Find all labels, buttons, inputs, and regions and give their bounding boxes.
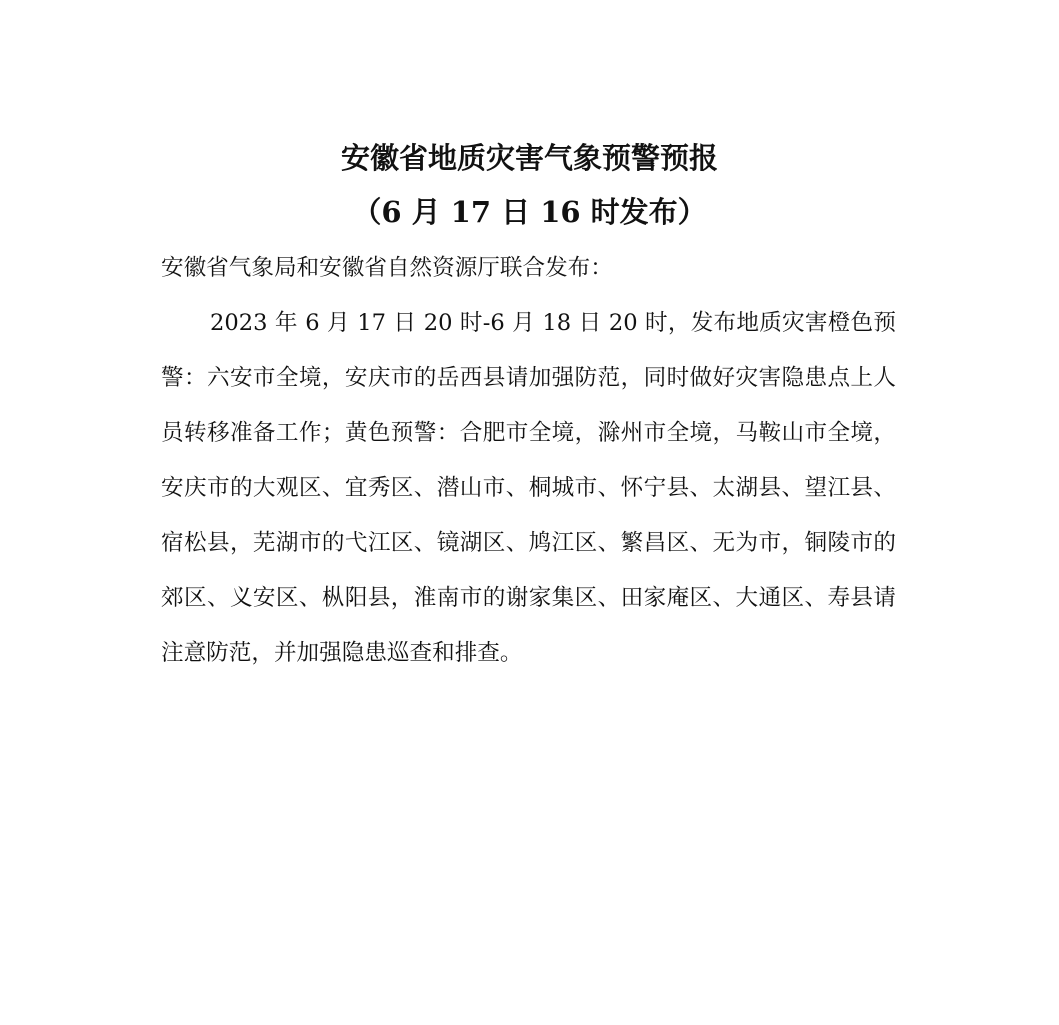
document-title: 安徽省地质灾害气象预警预报	[340, 141, 718, 175]
document-subtitle: （6 月 17 日 16 时发布）	[352, 195, 707, 229]
issuer-line: 安徽省气象局和安徽省自然资源厅联合发布：	[161, 255, 613, 281]
warning-paragraph: 2023 年 6 月 17 日 20 时-6 月 18 日 20 时，发布地质灾害橙色预警：六安市全境，安庆市的岳西县请加强防范，同时做好灾害隐患点上人员转移准备工作；黄色预警：合肥市全境，滁州市全境，马鞍山市全境，安庆市的大观区、宜秀区、潜山市、桐城市、怀宁县、太湖县、望江县、宿松县，芜湖市的弋江区、镜湖区、鸠江区、繁昌区、无为市，铜陵市的郊区、义安区、枞阳县，淮南市的谢家集区、田家庵区、大通区、寿县请注意防范，并加强隐患巡查和排查。	[161, 310, 896, 666]
